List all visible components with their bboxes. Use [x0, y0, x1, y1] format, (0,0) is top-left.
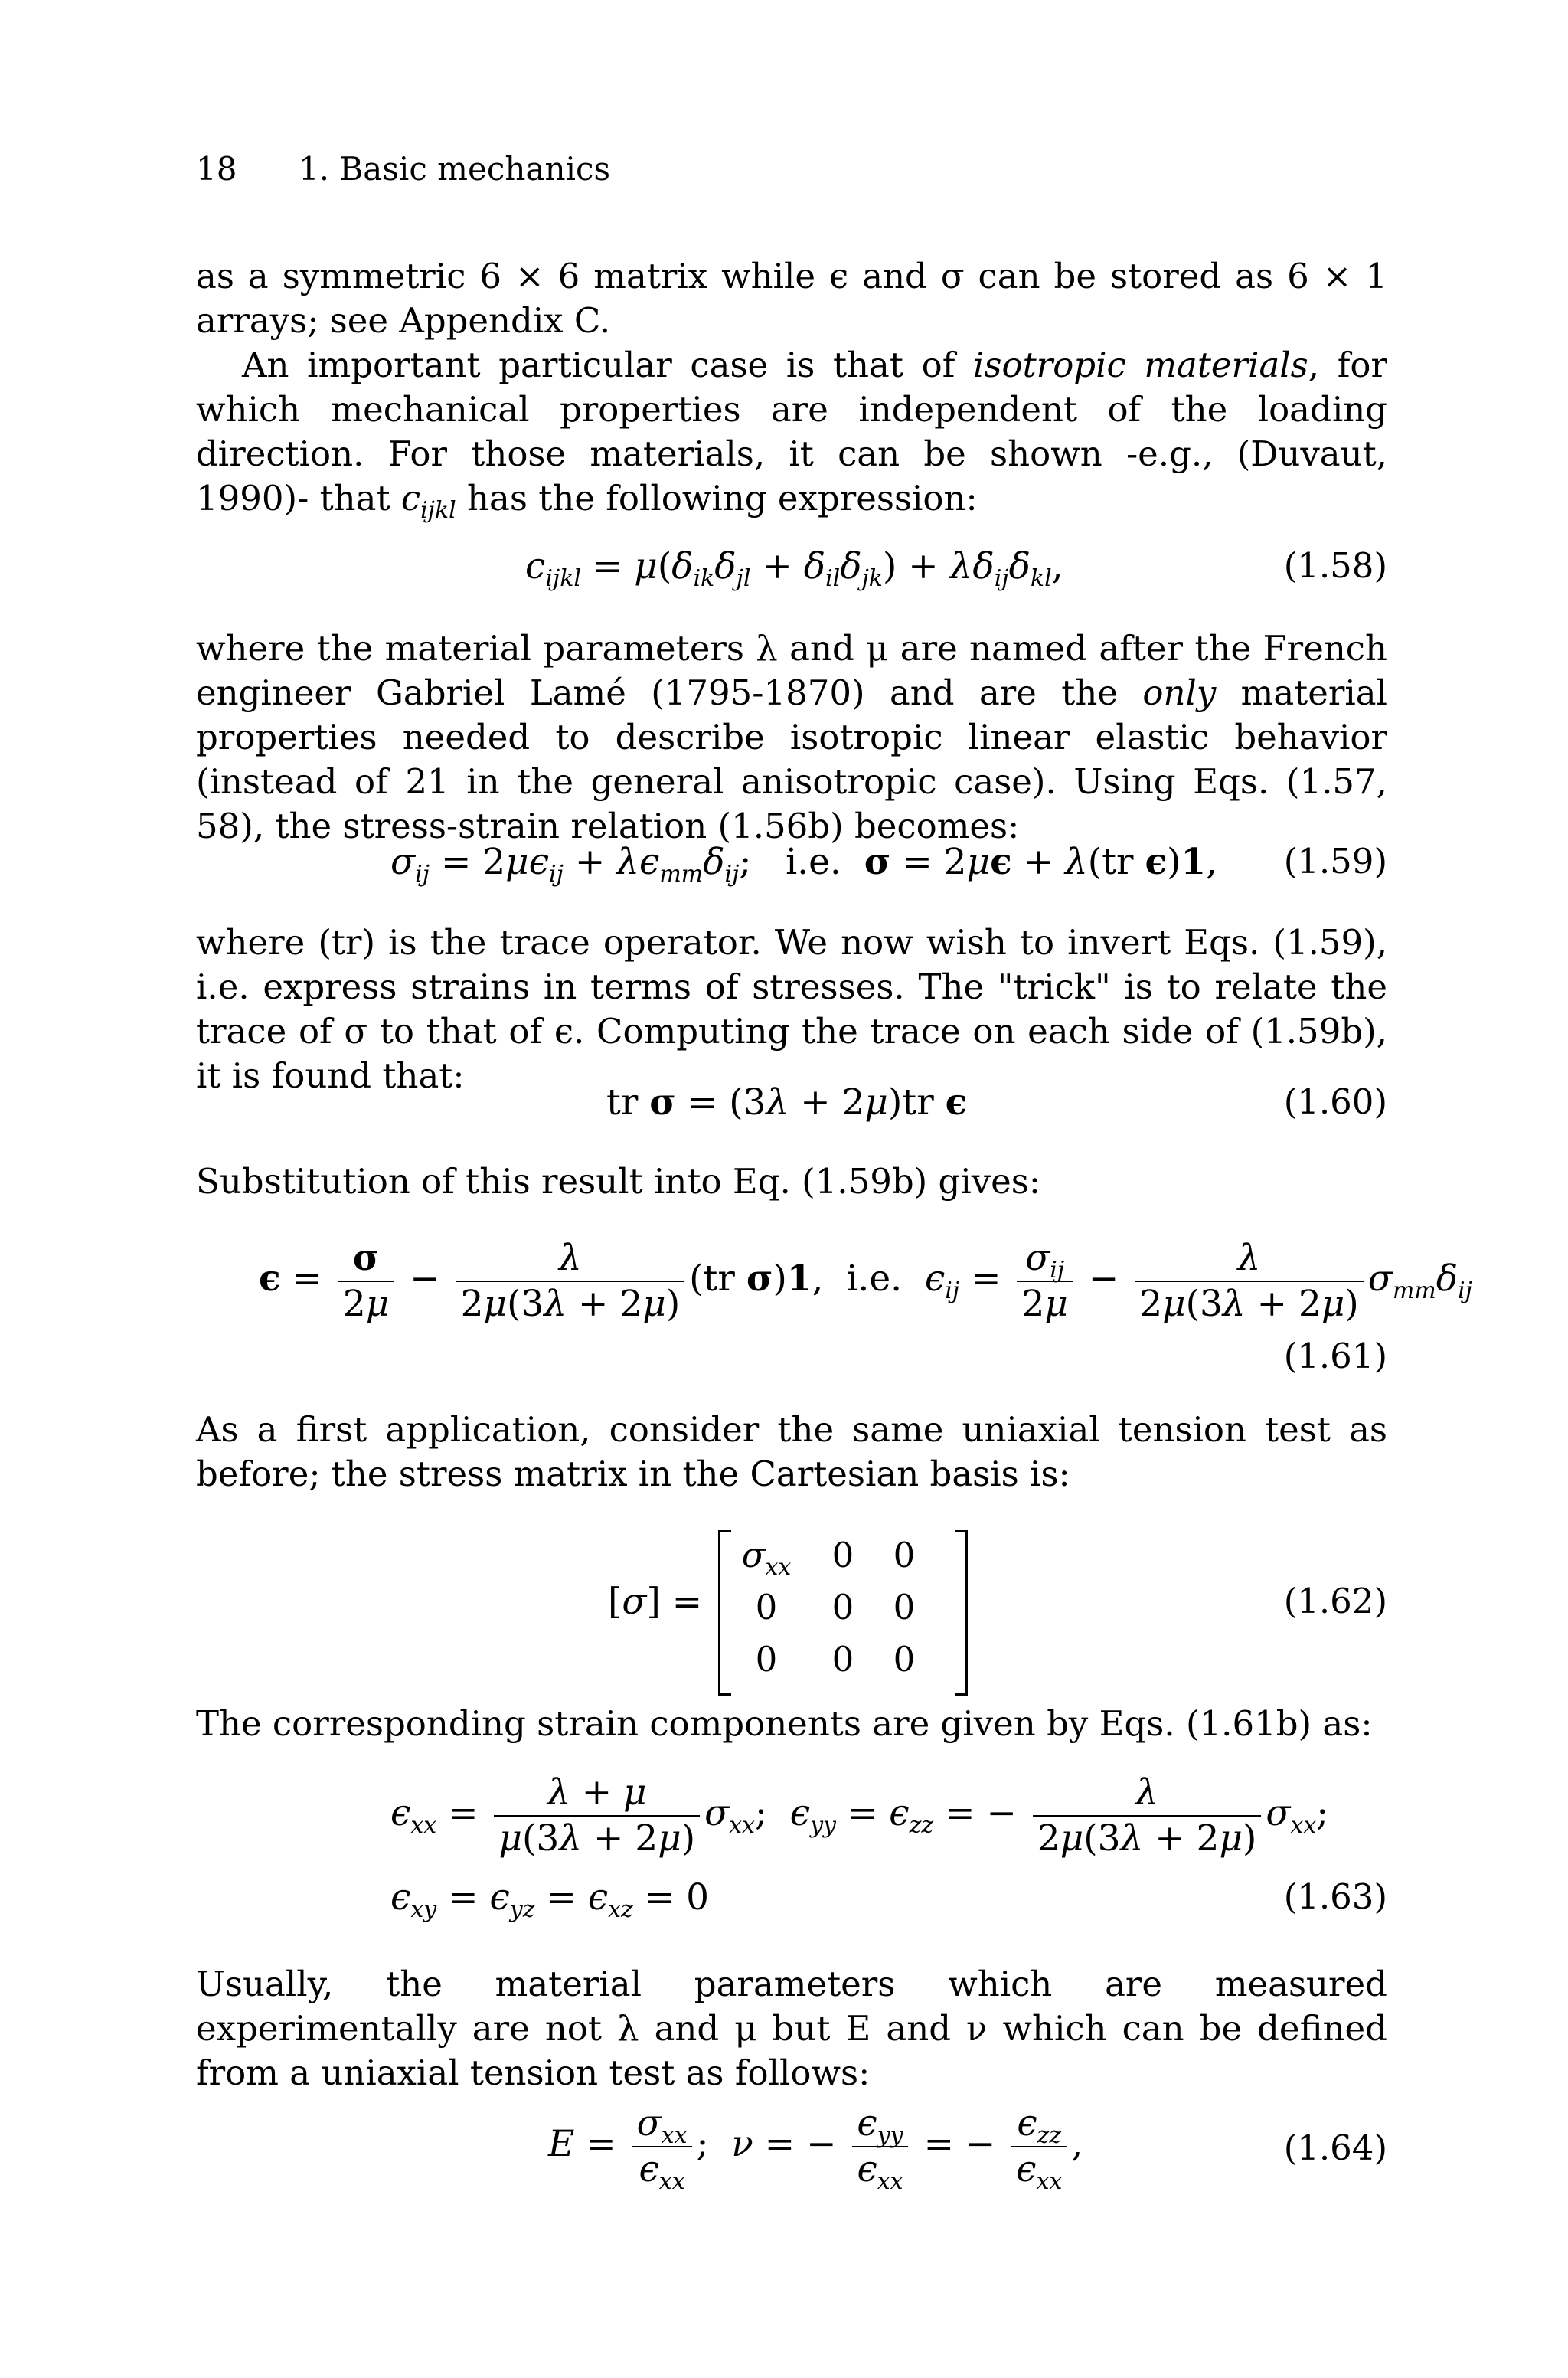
equation-1-63: [196, 1771, 1387, 1932]
paragraph-2: [196, 343, 1387, 524]
matrix-right-bracket: [955, 1530, 968, 1696]
equation-1-58-body: $c_{ijkl} = \mu(\delta_{ik}\delta_{jl} + \delta_{il}\delta_{jk}) + \lambda\delta_{ij}\delta_{kl}$,: [525, 545, 1063, 592]
equation-1-60: [196, 1081, 1387, 1135]
equation-number-1-60: (1.60): [1283, 1081, 1387, 1122]
equation-1-63-line-1: $\epsilon_{xx}$ = $\frac{\lambda + \mu}{\mu(3\lambda + 2\mu)}$ $\sigma_{xx}$; $\epsilon_{yy} = \epsilon_{zz}$ = − $\frac{\lambda}{2\mu(3\lambda + 2\mu)}$ $\sigma_{xx}$;: [390, 1771, 1329, 1860]
paragraph-8: [196, 1962, 1387, 2095]
emphasis-isotropic: isotropic materials: [973, 345, 1308, 385]
page-header: [196, 150, 610, 188]
paragraph-6: [196, 1408, 1387, 1496]
paragraph-8-text: Usually, the material parameters which are measured experimentally are not λ and μ but E and ν which can be defined from a uniaxial tension test as follows:: [196, 1964, 1387, 2093]
matrix-cell-21: 0: [755, 1587, 778, 1627]
paragraph-7-text: The corresponding strain components are given by Eqs. (1.61b) as:: [196, 1703, 1373, 1744]
equation-number-1-58: (1.58): [1283, 545, 1387, 586]
matrix-cell-12: 0: [831, 1535, 854, 1575]
paragraph-7: [196, 1702, 1387, 1746]
matrix-cell-22: 0: [831, 1587, 854, 1627]
matrix-cell-33: 0: [893, 1639, 916, 1680]
equation-1-64: [196, 2102, 1387, 2209]
matrix-cell-32: 0: [831, 1639, 854, 1680]
paragraph-4: [196, 921, 1387, 1098]
equation-1-61-body: ϵ = $\frac{\sigma}{2\mu}$ − $\frac{\lambda}{2\mu(3\lambda + 2\mu)}$ (tr σ)1, i.e. $\epsilon_{ij}$ = $\frac{\sigma_{ij}}{2\mu}$ − $\frac{\lambda}{2\mu(3\lambda + 2\mu)}$ $\sigma_{mm}\delta_{ij}$: [259, 1237, 1472, 1325]
equation-number-1-61: (1.61): [1283, 1336, 1387, 1376]
equation-1-62-lhs: [σ] =: [608, 1581, 703, 1623]
paragraph-5-text: Substitution of this result into Eq. (1.59b) gives:: [196, 1161, 1041, 1202]
matrix-cell-11: $\sigma_{xx}$: [741, 1535, 792, 1581]
equation-1-60-body: tr σ = (3λ + 2μ)tr ϵ: [606, 1081, 968, 1124]
equation-number-1-59: (1.59): [1283, 841, 1387, 882]
equation-1-62: [196, 1530, 1387, 1696]
equation-number-1-62: (1.62): [1283, 1581, 1387, 1621]
equation-1-58: [196, 545, 1387, 599]
equation-number-1-63: (1.63): [1283, 1876, 1387, 1917]
paragraph-1-text: as a symmetric 6 × 6 matrix while ϵ and σ can be stored as 6 × 1 arrays; see Appendix C.: [196, 256, 1388, 341]
paragraph-5: [196, 1160, 1387, 1204]
emphasis-only: only: [1142, 672, 1217, 713]
page: [196, 0, 1472, 2378]
equation-number-1-64: (1.64): [1283, 2128, 1387, 2168]
equation-1-64-body: E = $\frac{\sigma_{xx}}{\epsilon_{xx}}$ ; ν = − $\frac{\epsilon_{yy}}{\epsilon_{xx}}$ = − $\frac{\epsilon_{zz}}{\epsilon_{xx}}$ ,: [548, 2102, 1083, 2195]
stress-matrix: [718, 1530, 968, 1696]
equation-1-59: [196, 841, 1387, 895]
matrix-cell-23: 0: [893, 1587, 916, 1627]
paragraph-4-text: where (tr) is the trace operator. We now wish to invert Eqs. (1.59), i.e. express strains in terms of stresses. The "trick" is to relate the trace of σ to that of ϵ. Computing the trace on each side of (1.59b), it is found that:: [196, 922, 1387, 1096]
matrix-left-bracket: [718, 1530, 731, 1696]
page-number: 18: [196, 150, 237, 188]
paragraph-3-text: where the material parameters λ and μ are named after the French engineer Gabriel Lamé (1795-1870) and are the only material properties needed to describe isotropic linear elastic behavior (instead of 21 in the general anisotropic case). Using Eqs. (1.57, 58), the stress-strain relation (1.56b) becomes:: [196, 628, 1387, 846]
running-title: 1. Basic mechanics: [299, 150, 611, 188]
matrix-cell-31: 0: [755, 1639, 778, 1680]
equation-1-59-body: $\sigma_{ij} = 2\mu\epsilon_{ij} + \lambda\epsilon_{mm}\delta_{ij}$; i.e. σ = 2μϵ + λ(tr ϵ)1,: [390, 841, 1218, 888]
paragraph-3: [196, 626, 1387, 849]
equation-1-61: [196, 1236, 1472, 1389]
paragraph-6-text: As a first application, consider the same uniaxial tension test as before; the stress matrix in the Cartesian basis is:: [196, 1409, 1387, 1494]
paragraph-1: [196, 254, 1387, 343]
equation-1-63-line-2: $\epsilon_{xy} = \epsilon_{yz} = \epsilon_{xz} = 0$: [390, 1876, 710, 1923]
paragraph-2-text: An important particular case is that of isotropic materials, for which mechanical properties are independent of the loading direction. For those materials, it can be shown -e.g., (Duvaut, 1990)- that $c_{ijkl}$ has the following expression:: [196, 345, 1387, 524]
matrix-cell-13: 0: [893, 1535, 916, 1575]
